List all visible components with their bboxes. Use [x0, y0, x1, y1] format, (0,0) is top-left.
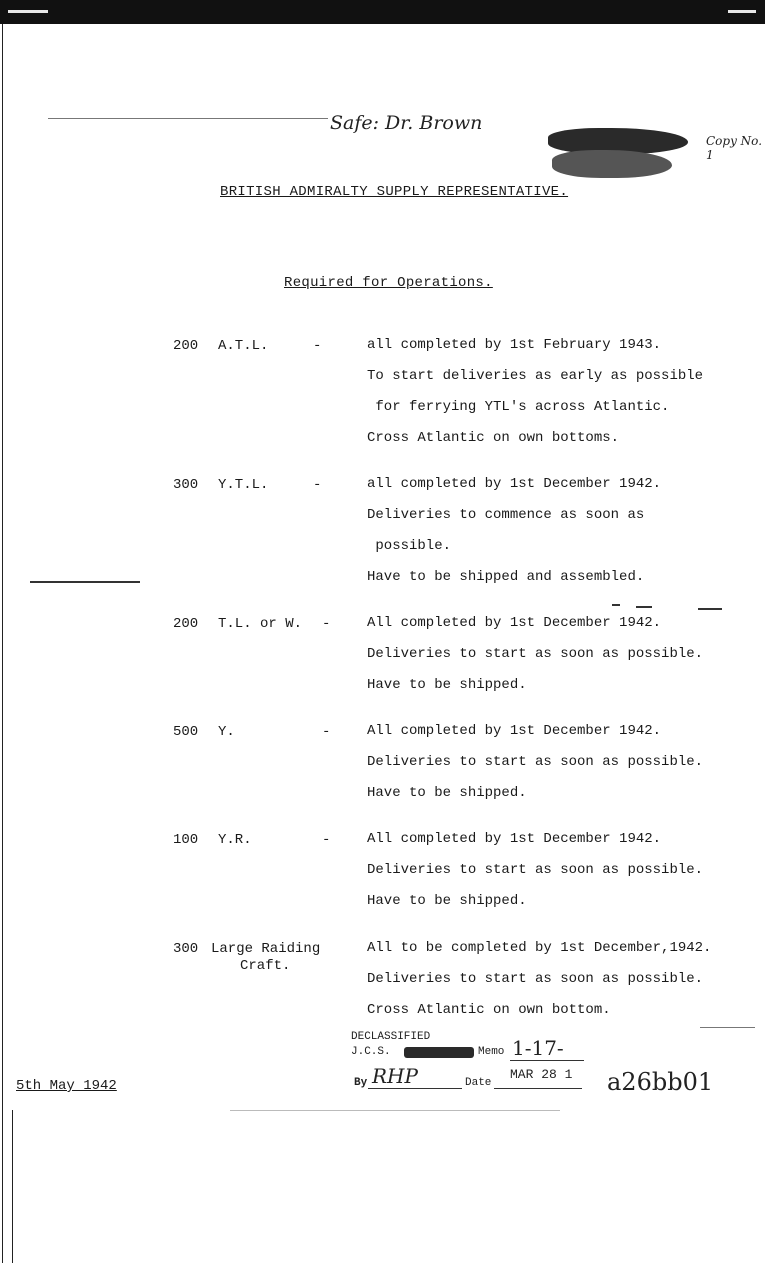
item-quantity: 200 — [173, 616, 199, 632]
description-line: Deliveries to start as soon as possible. — [367, 646, 704, 662]
description-line: for ferrying YTL's across Atlantic. — [367, 399, 670, 415]
description-line: Deliveries to commence as soon as — [367, 507, 645, 523]
stamp-jcs-label: J.C.S. — [351, 1046, 391, 1058]
item-dash: - — [313, 477, 322, 493]
left-margin-line — [12, 1110, 13, 1263]
item-type: Y.R. — [218, 832, 252, 848]
description-line: All completed by 1st December 1942. — [367, 723, 662, 739]
description-line: all completed by 1st February 1943. — [367, 337, 662, 353]
item-description — [367, 608, 703, 701]
item-type: Y.T.L. — [218, 477, 269, 493]
description-line: To start deliveries as early as possible — [367, 368, 704, 384]
stamp-date-value: MAR 28 1 — [510, 1067, 573, 1082]
item-dash: - — [322, 724, 331, 740]
left-scan-edge — [2, 24, 3, 1263]
archive-number: a26bb01 — [607, 1068, 714, 1096]
description-line: All completed by 1st December 1942. — [367, 831, 662, 847]
description-line: All completed by 1st December 1942. — [367, 615, 662, 631]
item-description — [367, 716, 703, 809]
item-dash: - — [322, 832, 331, 848]
item-dash: - — [313, 338, 322, 354]
item-type: A.T.L. — [218, 338, 269, 354]
stamp-rule — [368, 1088, 462, 1089]
stamp-rule — [510, 1060, 584, 1061]
document-subtitle: Required for Operations. — [284, 275, 493, 291]
description-line: Have to be shipped. — [367, 677, 527, 693]
item-description — [367, 330, 703, 454]
stamp-by-label: By — [354, 1077, 368, 1089]
description-line: Have to be shipped. — [367, 785, 527, 801]
stamp-memo-value: 1-17- — [512, 1036, 564, 1060]
stamp-by-value: RHP — [372, 1064, 418, 1088]
description-line: Cross Atlantic on own bottom. — [367, 1002, 611, 1018]
scan-mark — [728, 10, 756, 13]
item-type: Y. — [218, 724, 235, 740]
item-quantity: 100 — [173, 832, 199, 848]
stamp-heading: DECLASSIFIED — [351, 1031, 431, 1043]
document-date: 5th May 1942 — [16, 1078, 117, 1094]
item-type-continued: Craft. — [240, 958, 291, 974]
description-line: Deliveries to start as soon as possible. — [367, 754, 704, 770]
item-description — [367, 933, 711, 1026]
stamp-rule — [494, 1088, 582, 1089]
item-description — [367, 469, 661, 593]
scan-mark — [8, 10, 48, 13]
description-line: Cross Atlantic on own bottoms. — [367, 430, 620, 446]
margin-smudge — [30, 581, 140, 583]
handwritten-note: Safe: Dr. Brown — [330, 112, 483, 134]
description-line: all completed by 1st December 1942. — [367, 476, 662, 492]
top-scan-border — [0, 0, 765, 24]
item-quantity: 300 — [173, 941, 199, 957]
item-quantity: 300 — [173, 477, 199, 493]
header-rule — [48, 118, 328, 119]
bottom-dotted-rule — [230, 1110, 560, 1111]
description-line: Deliveries to start as soon as possible. — [367, 862, 704, 878]
item-quantity: 200 — [173, 338, 199, 354]
description-line: Deliveries to start as soon as possible. — [367, 971, 704, 987]
item-description — [367, 824, 703, 917]
description-line: possible. — [367, 538, 452, 554]
description-line: Have to be shipped. — [367, 893, 527, 909]
item-type: T.L. or W. — [218, 616, 303, 632]
item-quantity: 500 — [173, 724, 199, 740]
copy-note: Copy No. 1 — [706, 134, 763, 162]
margin-rule — [700, 1027, 755, 1028]
stamp-memo-label: Memo — [478, 1046, 505, 1058]
stamp-date-label: Date — [465, 1077, 492, 1089]
redaction-blot — [552, 150, 672, 178]
item-dash: - — [322, 616, 331, 632]
description-line: Have to be shipped and assembled. — [367, 569, 645, 585]
document-title: BRITISH ADMIRALTY SUPPLY REPRESENTATIVE. — [220, 184, 569, 200]
item-type: Large Raiding — [211, 941, 321, 957]
stamp-redaction — [404, 1047, 474, 1058]
margin-smudge — [612, 604, 620, 606]
description-line: All to be completed by 1st December,1942. — [367, 940, 712, 956]
